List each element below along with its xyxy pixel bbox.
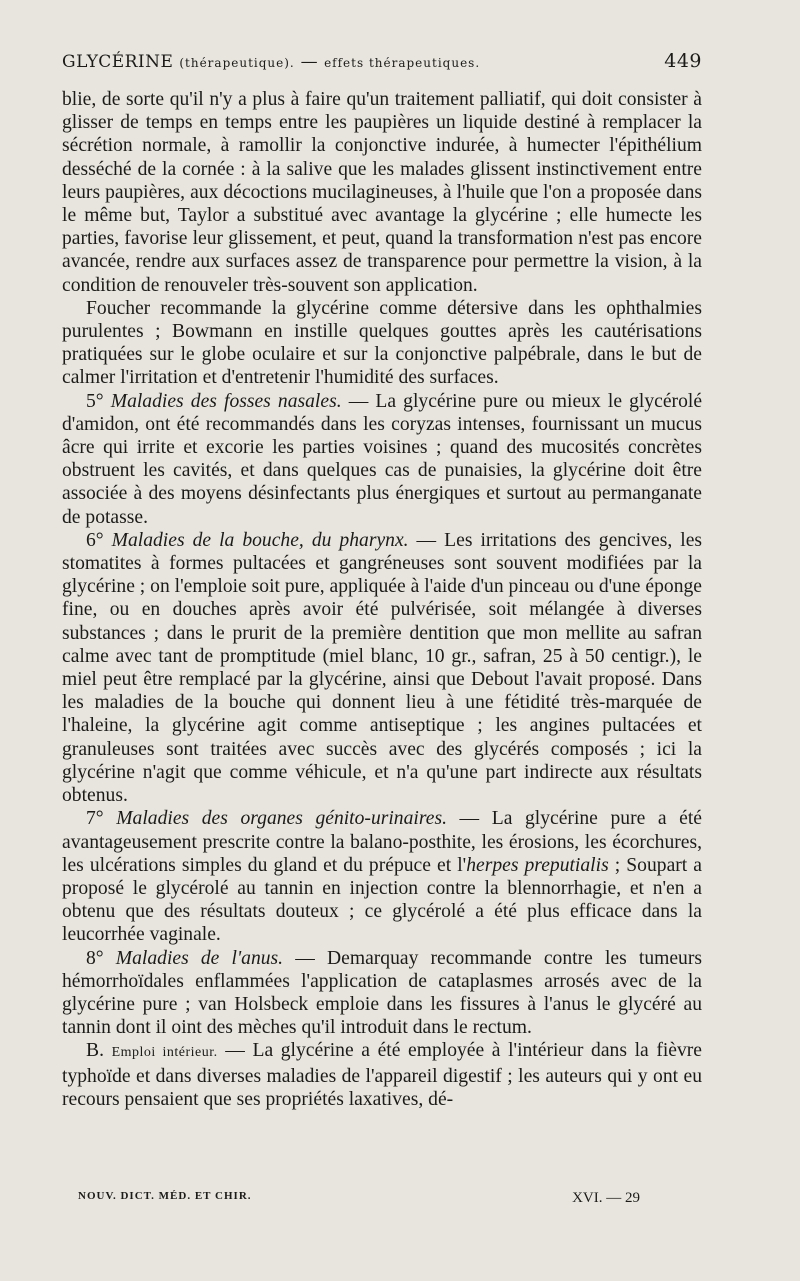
section-heading: Maladies des organes génito-urinaires. [116, 808, 447, 830]
paragraph-anus [62, 947, 702, 1040]
paragraph-continuation [62, 88, 702, 297]
section-letter: B. [86, 1040, 112, 1062]
section-number: 5° [86, 390, 111, 412]
paragraph-text: — La glycérine pure ou mieux le glycérolé d'amidon, ont été recommandés dans les coryzas intenses, fournissant un mucus âcre qui irrite et excorie les parties voisines ; quand des mucosités concrètes obstruent les cavités, et dans quelques cas de punaisies, la glycérine doit être associée à des moyens désinfectants plus énergiques et surtout au permanganate de potasse. [62, 390, 703, 528]
header-section: effets thérapeutiques. [324, 56, 481, 70]
running-header [62, 50, 702, 72]
paragraph-text: — Les irritations des gencives, les stomatites à formes pultacées et gangréneuses sont souvent modifiées par la glycérine ; on l'emploie soit pure, appliquée à l'aide d'un pinceau ou d'une éponge fine, ou en douches après avoir été pulvérisée, soit mélangée à diverses substances ; dans le prurit de la première dentition que mon mellite au safran calme avec tant de promptitude (miel blanc, 10 gr., safran, 25 à 50 centigr.), le miel peut être remplacé par la glycérine, ainsi que Debout l'avait proposé. Dans les maladies de la bouche qui donnent lieu à une fétidité très-marquée de l'haleine, la glycérine agit comme antiseptique ; les angines pultacées et granuleuses sont traitées avec succès avec des glycérés composés ; ici la glycérine n'agit que comme véhicule, et n'a qu'une part indirecte aux résultats obtenus. [62, 529, 703, 807]
page-footer [78, 1190, 640, 1207]
section-heading: Maladies des fosses nasales. [110, 390, 342, 412]
section-number: 6° [86, 529, 112, 551]
paragraph-fosses-nasales [62, 390, 702, 529]
header-title: GLYCÉRINE [62, 52, 174, 72]
body-text [62, 88, 702, 1111]
paragraph-text: ; Soupart a proposé le glycérolé au tannin en injection contre la blennorrhagie, et n'en a obtenu que des résultats douteux ; ce glycérolé a été plus efficace dans la leucorrhée vaginale. [62, 854, 703, 946]
paragraph-bouche-pharynx [62, 529, 702, 807]
section-number: 8° [86, 947, 116, 969]
section-number: 7° [86, 808, 117, 830]
signature-mark: XVI. — 29 [572, 1190, 640, 1206]
paragraph-emploi-interieur [62, 1039, 702, 1111]
paragraph-text: blie, de sorte qu'il n'y a plus à faire qu'un traitement palliatif, qui doit consister à glisser de temps en temps entre les paupières un liquide destiné à remplacer la sécrétion normale, à ramollir la conjonctive indurée, à humecter l'épithélium desséché de la cornée : à la salive que les malades glissent instinctivement entre leurs paupières, aux décoctions mucilagineuses, à l'huile que l'on a proposée dans le même but, Taylor a substitué avec avantage la glycérine ; elle humecte les parties, favorise leur glissement, et peut, quand la transformation n'est pas encore avancée, rendre aux surfaces assez de transparence pour permettre la vision, à la condition de renouveler très-souvent son application. [62, 89, 702, 296]
paragraph-genito-urinaires [62, 807, 702, 946]
section-heading: Emploi intérieur. [111, 1045, 218, 1061]
header-dash: — [300, 52, 319, 72]
running-title [62, 52, 664, 72]
paragraph-text: — La glycérine a été employée à l'intérieur dans la fièvre typhoïde et dans diverses maladies de l'appareil digestif ; les auteurs qui y ont eu recours pensaient que ses propriétés laxatives, dé- [62, 1040, 702, 1110]
paragraph-text: — Demarquay recommande contre les tumeurs hémorrhoïdales enflammées l'application de cataplasmes arrosés avec de la glycérine pure ; van Holsbeck emploie dans les fissures à l'anus le glycéré au tannin dont il oint des mèches qu'il introduit dans le rectum. [62, 947, 703, 1039]
paragraph-text: Foucher recommande la glycérine comme détersive dans les ophthalmies purulentes ; Bowmann en instille quelques gouttes après les cautérisations pratiquées sur le globe oculaire et sur la conjonctive palpébrale, dans le but de calmer l'irritation et d'entretenir l'humidité des surfaces. [62, 297, 702, 389]
paragraph-text: — La glycérine pure a été avantageusement prescrite contre la balano-posthite, les érosions, les écorchures, les ulcérations simples du gland et du prépuce et l' [62, 808, 702, 876]
header-subtitle: (thérapeutique). [179, 56, 295, 70]
paragraph-foucher [62, 297, 702, 390]
page-number: 449 [664, 50, 702, 72]
section-heading: Maladies de la bouche, du pharynx. [111, 529, 409, 551]
italic-term: herpes preputialis [466, 854, 609, 876]
book-reference: NOUV. DICT. MÉD. ET CHIR. [78, 1190, 252, 1202]
section-heading: Maladies de l'anus. [115, 947, 284, 969]
